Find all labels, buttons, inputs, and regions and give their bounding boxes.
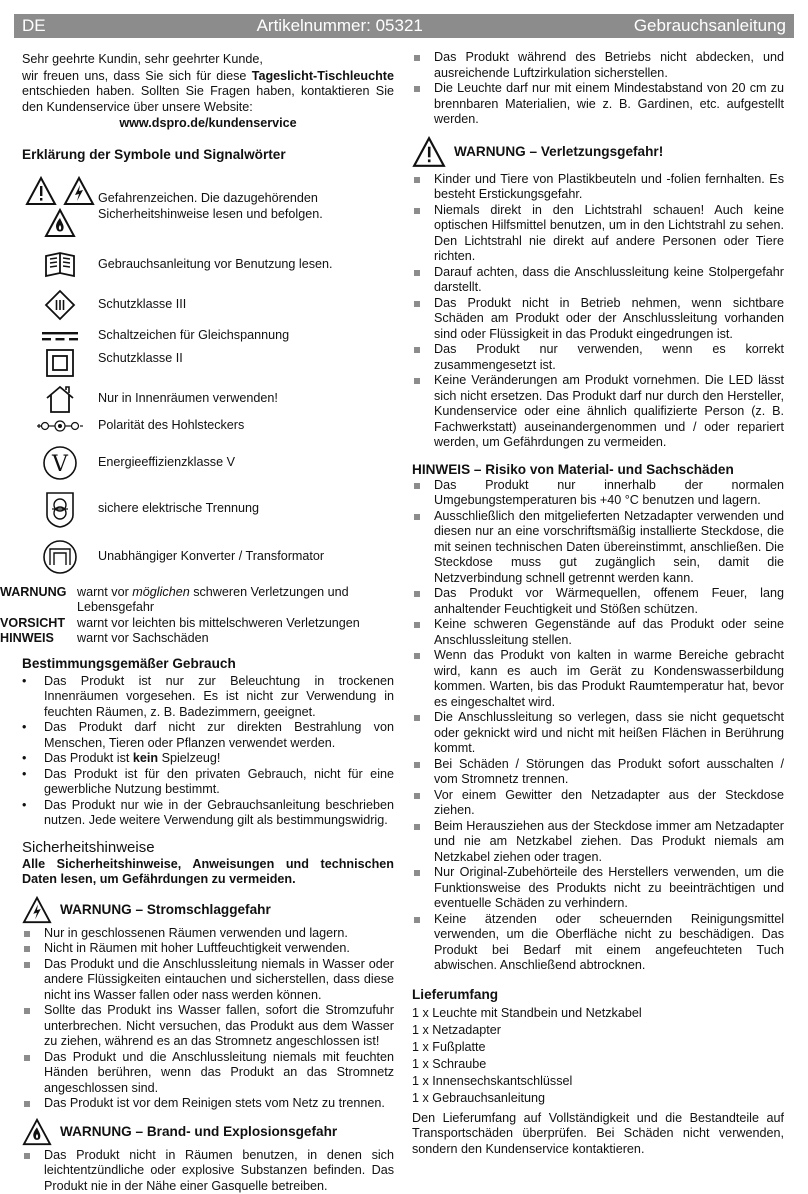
page-header: [14, 14, 794, 38]
symbol-row-transformer: [22, 487, 394, 531]
list-item: Das Produkt und die Anschlussleitung niemals in Wasser oder andere Flüssigkeiten eintauchen und sicherstellen, dass diese nicht ins Wasser fallen oder nass werden können.: [22, 957, 394, 1004]
list-item: Die Anschlussleitung so verlegen, dass sie nicht gequetscht oder geknickt wird und nicht mit heißen Flächen in Berührung kommt.: [412, 710, 784, 757]
signal-word-warnung: [0, 585, 394, 616]
list-item: • Das Produkt ist für den privaten Gebrauch, nicht für eine gewerbliche Nutzung bestimmt.: [22, 767, 394, 798]
symbol-text: Nur in Innenräumen verwenden!: [98, 391, 394, 407]
article-number: Artikelnummer: 05321: [257, 18, 423, 34]
polarity-icon: [35, 419, 85, 433]
list-item: Das Produkt nur innerhalb der normalen Umgebungstemperaturen bis +40 °C benutzen und lagern.: [412, 478, 784, 509]
symbol-row-manual: [22, 245, 394, 285]
signal-key: WARNUNG: [0, 585, 77, 616]
list-item: Das Produkt ist vor dem Reinigen stets vom Netz zu trennen.: [22, 1096, 394, 1112]
list-item: Keine ätzenden oder scheuernden Reinigungsmittel verwenden, um die Oberfläche nicht zu beschädigen. Das Produkt bei Bedarf mit einem angefeuchteten Tuch abwischen. Anschließend abtrocknen.: [412, 912, 784, 974]
list-item: Nur Original-Zubehörteile des Herstellers verwenden, um die Funktionsweise des Produkts nicht zu beeinträchtigen und eventuelle Schäden zu verhindern.: [412, 865, 784, 912]
list-item: • Das Produkt ist nur zur Beleuchtung in trockenen Innenräumen vorgesehen. Es ist nicht zur Verwendung in feuchten Räumen, z. B. Badezimmern, geeignet.: [22, 674, 394, 721]
signal-desc: warnt vor leichten bis mittelschweren Verletzungen: [77, 616, 394, 632]
warning-icons: [22, 176, 98, 238]
list-item: • Das Produkt ist kein Spielzeug!: [22, 751, 394, 767]
fire-warning-title: WARNUNG – Brand- und Explosionsgefahr: [60, 1124, 337, 1140]
safety-title: Sicherheitshinweise: [22, 839, 394, 857]
notice-list: [412, 478, 784, 974]
dc-symbol-icon: [40, 329, 80, 343]
fire-list-right: [412, 50, 784, 128]
symbol-row-dc: [22, 325, 394, 347]
indoor-house-icon: [43, 384, 77, 414]
list-item: Darauf achten, dass die Anschlussleitung keine Stolpergefahr darstellt.: [412, 265, 784, 296]
notice-title: HINWEIS – Risiko von Material- und Sachschäden: [412, 461, 784, 478]
intro-text: [22, 69, 394, 116]
symbol-text: Gefahrenzeichen. Die dazugehörenden Sicherheitshinweise lesen und befolgen.: [98, 191, 394, 222]
service-url[interactable]: [22, 116, 394, 132]
greeting: Sehr geehrte Kundin, sehr geehrter Kunde,: [22, 52, 394, 68]
fire-list-left: [22, 1148, 394, 1194]
symbol-text: Schutzklasse III: [98, 297, 394, 313]
symbol-text: Energieeffizienzklasse V: [98, 455, 394, 471]
symbol-row-indoor: [22, 383, 394, 415]
list-item: • Das Produkt darf nicht zur direkten Bestrahlung von Menschen, Tieren oder Pflanzen verwendet werden.: [22, 720, 394, 751]
usage-list: [22, 674, 394, 829]
electric-warning-icon: [63, 176, 95, 206]
list-item: Beim Herausziehen aus der Steckdose immer am Netzadapter und nie am Netzkabel ziehen. Das Produkt niemals am Netzkabel ziehen oder tragen.: [412, 819, 784, 866]
product-name: Tageslicht-Tischleuchte: [252, 69, 394, 83]
list-item: 1 x Netzadapter: [412, 1022, 784, 1039]
list-item: Bei Schäden / Störungen das Produkt sofort ausschalten / vom Stromnetz trennen.: [412, 757, 784, 788]
list-item: • Das Produkt nur wie in der Gebrauchsanleitung beschrieben nutzen. Jede weitere Verwendung gilt als bestimmungswidrig.: [22, 798, 394, 829]
shock-warning-heading: [22, 896, 394, 924]
intro-pre: wir freuen uns, dass Sie sich für diese: [22, 69, 252, 83]
warning-triangle-icon: [25, 176, 57, 206]
svg-text:V: V: [51, 452, 69, 477]
list-item: Das Produkt während des Betriebs nicht abdecken, und ausreichende Luftzirkulation sicherstellen.: [412, 50, 784, 81]
usage-title: Bestimmungsgemäßer Gebrauch: [22, 655, 394, 672]
list-item: 1 x Fußplatte: [412, 1039, 784, 1056]
protection-class-2-icon: [45, 348, 75, 378]
symbols-title: Erklärung der Symbole und Signalwörter: [22, 146, 394, 163]
list-item: Das Produkt nicht in Betrieb nehmen, wenn sichtbare Schäden am Produkt oder der Anschlussleitung vorhanden sind oder Flüssigkeit in das Produkt eingedrungen ist.: [412, 296, 784, 343]
signal-word-hinweis: [0, 631, 394, 647]
injury-warning-title: WARNUNG – Verletzungsgefahr!: [454, 144, 663, 160]
symbol-text: Polarität des Hohlsteckers: [98, 418, 394, 434]
signal-key: VORSICHT: [0, 616, 77, 632]
fire-warning-heading: [22, 1118, 394, 1146]
signal-desc: warnt vor möglichen schweren Verletzungen und Lebensgefahr: [77, 585, 394, 616]
language-code: DE: [22, 18, 46, 34]
list-item: Die Leuchte darf nur mit einem Mindestabstand von 20 cm zu brennbaren Materialien, wie z. B. Gardinen, etc. aufgestellt werden.: [412, 81, 784, 128]
list-item: Das Produkt vor Wärmequellen, offenem Feuer, lang anhaltender Feuchtigkeit und Stößen schützen.: [412, 586, 784, 617]
symbol-text: sichere elektrische Trennung: [98, 501, 394, 517]
list-item: Wenn das Produkt von kalten in warme Bereiche gebracht wird, kann es auch im Gerät zu Kondenswasserbildung kommen. Warten, bis das Produkt Raumtemperatur hat, bevor es eingeschaltet wird.: [412, 648, 784, 710]
signal-desc: warnt vor Sachschäden: [77, 631, 394, 647]
list-item: 1 x Gebrauchsanleitung: [412, 1090, 784, 1107]
list-item: 1 x Innensechskantschlüssel: [412, 1073, 784, 1090]
efficiency-v-icon: [42, 445, 78, 481]
list-item: Das Produkt und die Anschlussleitung niemals mit feuchten Händen berühren, wenn das Produkt an das Stromnetz angeschlossen sind.: [22, 1050, 394, 1097]
list-item: Keine schweren Gegenstände auf das Produkt oder seine Anschlussleitung stellen.: [412, 617, 784, 648]
service-url-text: www.dspro.de/kundenservice: [119, 116, 296, 130]
electric-warning-icon: [22, 896, 52, 924]
symbol-row-warning: [22, 171, 394, 243]
signal-words: [0, 585, 394, 647]
list-item: Niemals direkt in den Lichtstrahl schauen! Auch keine optischen Hilfsmittel benutzen, um in den Lichtstrahl zu sehen. Den Lichtstrahl nie direkt auf andere Personen oder Tiere richten.: [412, 203, 784, 265]
signal-word-vorsicht: [0, 616, 394, 632]
list-item: 1 x Leuchte mit Standbein und Netzkabel: [412, 1005, 784, 1022]
signal-key: HINWEIS: [0, 631, 77, 647]
fire-warning-icon: [44, 208, 76, 238]
list-item: Nicht in Räumen mit hoher Luftfeuchtigkeit verwenden.: [22, 941, 394, 957]
document-type: Gebrauchsanleitung: [634, 18, 786, 34]
list-item: 1 x Schraube: [412, 1056, 784, 1073]
shock-list: [22, 926, 394, 1112]
independent-converter-icon: [42, 539, 78, 575]
injury-warning-heading: [412, 136, 784, 168]
safety-transformer-icon: [43, 489, 77, 529]
fire-warning-icon: [22, 1118, 52, 1146]
list-item: Ausschließlich den mitgelieferten Netzadapter verwenden und diesen nur an eine vorschriftsmäßig installierte Steckdose, die mit seinen technischen Daten übereinstimmt, anschließen. Die Steckdose muss gut zugänglich sein, damit die Netzverbindung schnell getrennt werden kann.: [412, 509, 784, 587]
safety-lead: Alle Sicherheitshinweise, Anweisungen und technischen Daten lesen, um Gefährdungen zu vermeiden.: [22, 857, 394, 888]
symbol-row-converter: [22, 535, 394, 579]
symbol-row-class3: [22, 287, 394, 323]
list-item: Vor einem Gewitter den Netzadapter aus der Steckdose ziehen.: [412, 788, 784, 819]
symbol-text: Unabhängiger Konverter / Transformator: [98, 549, 394, 565]
symbol-row-efficiency: [22, 441, 394, 485]
list-item: Nur in geschlossenen Räumen verwenden und lagern.: [22, 926, 394, 942]
delivery-title: Lieferumfang: [412, 986, 784, 1003]
injury-list: [412, 172, 784, 451]
shock-warning-title: WARNUNG – Stromschlaggefahr: [60, 902, 271, 918]
delivery-note: Den Lieferumfang auf Vollständigkeit und die Bestandteile auf Transportschäden überprüfen. Bei Schäden nicht verwenden, sondern den Kundenservice kontaktieren.: [412, 1111, 784, 1158]
symbol-text: Schaltzeichen für Gleichspannung: [98, 328, 394, 344]
list-item: Das Produkt nur verwenden, wenn es korrekt zusammengesetzt ist.: [412, 342, 784, 373]
protection-class-3-icon: [44, 289, 76, 321]
intro-post: entschieden haben. Sollten Sie Fragen haben, kontaktieren Sie den Kundenservice über unsere Website:: [22, 84, 394, 114]
manual-book-icon: [43, 252, 77, 278]
symbol-row-polarity: [22, 415, 394, 437]
left-column: [22, 48, 394, 1194]
list-item: Sollte das Produkt ins Wasser fallen, sofort die Stromzufuhr unterbrechen. Nicht versuchen, das Produkt aus dem Wasser zu ziehen, während es an das Stromnetz angeschlossen ist!: [22, 1003, 394, 1050]
symbol-text: Gebrauchsanleitung vor Benutzung lesen.: [98, 257, 394, 273]
delivery-list: [412, 1005, 784, 1107]
list-item: Keine Veränderungen am Produkt vornehmen. Die LED lässt sich nicht ersetzen. Das Produkt darf nur durch den Hersteller, Kundenservice oder eine ähnlich qualifizierte Person (z. B. Fachwerkstatt) auseinandergenommen und / oder repariert werden, um Gefährdungen zu vermeiden.: [412, 373, 784, 451]
symbol-text: Schutzklasse II: [98, 351, 394, 367]
list-item: Kinder und Tiere von Plastikbeuteln und -folien fernhalten. Es besteht Erstickungsgefahr.: [412, 172, 784, 203]
list-item: Das Produkt nicht in Räumen benutzen, in denen sich leichtentzündliche oder explosive Substanzen befinden. Das Produkt nie in der Nähe einer Gasquelle betreiben.: [22, 1148, 394, 1194]
warning-triangle-icon: [412, 136, 446, 168]
symbol-row-class2: [22, 347, 394, 379]
right-column: [412, 50, 784, 1157]
